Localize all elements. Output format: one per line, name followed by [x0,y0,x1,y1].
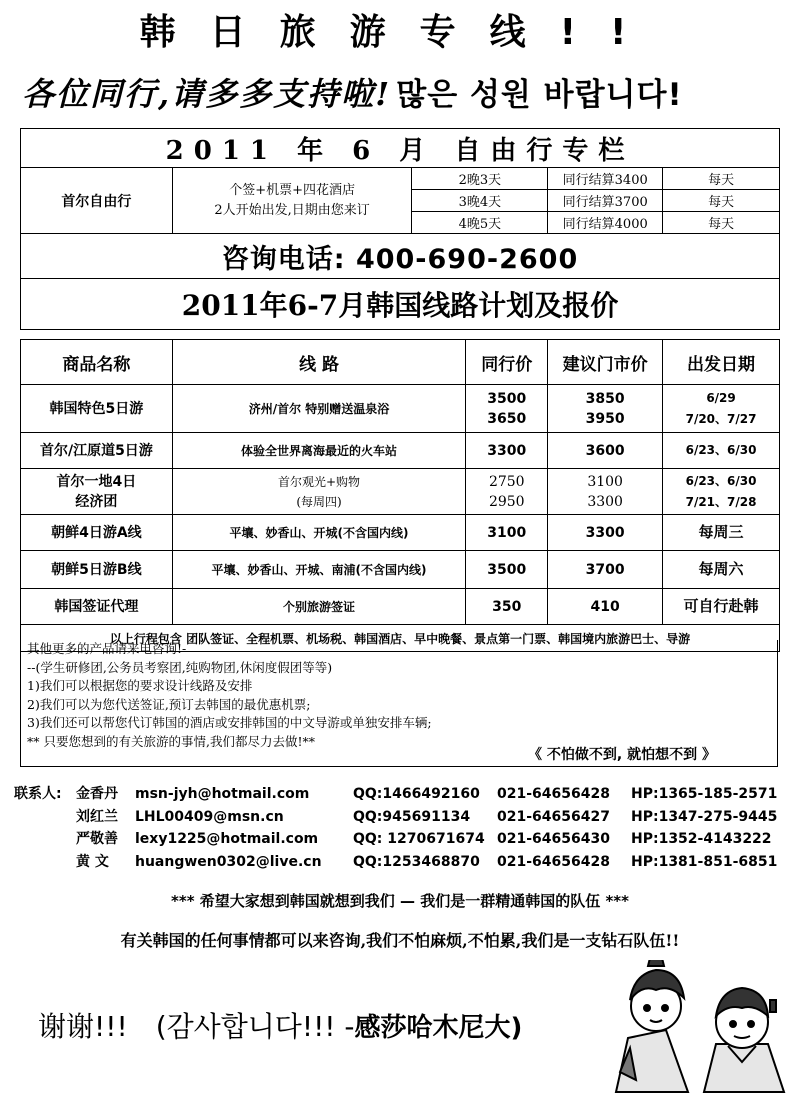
agent-price: 3300 [466,433,548,469]
contact-name: 黄 文 [76,853,109,870]
note-line: 2)我们可以为您代送签证,预订去韩国的最优惠机票; [27,696,311,712]
header-departure: 出发日期 [663,340,780,385]
frequency-cell: 每天 [663,212,780,234]
includes-note: 以上行程包含 团队签证、全程机票、机场税、韩国酒店、早中晚餐、景点第一门票、韩国境内旅游巴士、导游 [21,625,780,652]
package-line: 2人开始出发,日期由您来订 [214,202,370,218]
contact-email[interactable]: LHL00409@msn.cn [135,808,284,825]
slogan-korean: 많은 성원 바랍니다! [396,77,683,113]
retail-price: 410 [548,589,663,625]
header-agent-price: 同行价 [466,340,548,385]
departure-date: 每周六 [663,551,780,589]
footer-line-2: 有关韩国的任何事情都可以来咨询,我们不怕麻烦,不怕累,我们是一支钻石队伍!! [120,931,680,950]
contact-name: 刘红兰 [76,808,118,825]
page-title: 韩日旅游专线!! [139,12,661,53]
retail-price: 3700 [548,551,663,589]
motto: 《 不怕做不到, 就怕想不到 》 [528,746,716,763]
slogan [22,72,792,122]
contact-hp: HP:1365-185-2571 [631,786,778,802]
contact-qq: QQ:1253468870 [353,853,480,870]
contact-email[interactable]: msn-jyh@hotmail.com [135,786,310,802]
price-value: 3500 [487,390,527,407]
free-travel-header: 2011 年 6 月 自由行专栏 [21,129,780,168]
route-desc: 个别旅游签证 [172,589,466,625]
table-row [21,469,780,515]
frequency-cell: 每天 [663,168,780,190]
route-desc [172,469,466,515]
contacts-block [14,783,794,873]
retail-price: 3300 [548,515,663,551]
routes-title: 2011年6-7月韩国线路计划及报价 [21,279,780,330]
thanks-chinese: 谢谢!!! [38,1010,128,1043]
departure-date: 6/23、6/30 [663,433,780,469]
contact-qq: QQ:945691134 [353,808,471,825]
contact-hp: HP:1352-4143222 [631,831,772,847]
note-line: --(学生研修团,公务员考察团,纯购物团,休闲度假团等等) [27,659,333,675]
departure-date: 每周三 [663,515,780,551]
contact-qq: QQ:1466492160 [353,786,480,802]
thanks-signature: 感莎哈木尼大) [354,1013,523,1043]
price-value: 3100 [587,473,623,490]
route-name: 首尔/江原道5日游 [21,433,173,469]
contact-qq: QQ: 1270671674 [353,831,485,847]
contact-tel: 021-64656428 [497,786,610,802]
price-value: 3650 [487,410,527,427]
retail-price: 3600 [548,433,663,469]
duration-cell: 4晚5天 [412,212,548,234]
price-value: 2950 [488,493,525,510]
contact-email[interactable]: lexy1225@hotmail.com [135,831,319,847]
route-desc: 体验全世界离海最近的火车站 [172,433,466,469]
route-desc-line: (每周四) [296,494,342,509]
route-desc: 平壤、妙香山、开城、南浦(不含国内线) [172,551,466,589]
agent-price: 3100 [466,515,548,551]
contact-name: 金香丹 [76,786,118,802]
table-row [21,433,780,469]
agent-price: 3500 [466,551,548,589]
route-desc-line: 首尔观光+购物 [278,474,361,489]
note-line: 其他更多的产品请来电咨询!- [27,641,187,656]
price-cell: 同行结算3400 [548,168,663,190]
contact-row [14,783,794,806]
footer-line-1: *** 希望大家想到韩国就想到我们 — 我们是一群精通韩国的队伍 *** [171,892,629,910]
contact-hp: HP:1347-275-9445 [631,808,778,825]
route-desc: 平壤、妙香山、开城(不含国内线) [172,515,466,551]
slogan-chinese: 各位同行,请多多支持啦! [22,75,392,113]
agent-price: 350 [466,589,548,625]
contacts-label: 联系人: [14,786,62,802]
contact-row [14,828,794,851]
free-travel-package [172,168,412,234]
package-line: 个签+机票+四花酒店 [229,182,356,198]
free-travel-product: 首尔自由行 [21,168,173,234]
departure-date [663,385,780,433]
table-row [21,551,780,589]
departure-date [663,469,780,515]
header-retail-price: 建议门市价 [548,340,663,385]
routes-table [20,339,780,652]
thanks-korean: (감사합니다!!! - [155,1010,355,1043]
date-value: 7/21、7/28 [685,494,757,509]
contact-tel: 021-64656430 [497,831,610,847]
contact-row [14,851,794,874]
retail-price [548,385,663,433]
contact-email[interactable]: huangwen0302@live.cn [135,853,322,870]
mascot-girl [616,960,688,1092]
routes-header-row [21,340,780,385]
price-value: 3850 [585,390,625,407]
table-row [21,385,780,433]
route-name-line: 经济团 [75,493,118,510]
contact-hp: HP:1381-851-6851 [631,853,778,870]
contact-tel: 021-64656428 [497,853,610,870]
price-cell: 同行结算4000 [548,212,663,234]
table-row [21,589,780,625]
note-line: ** 只要您想到的有关旅游的事情,我们都尽力去做!** [27,733,315,749]
notes-box [20,640,778,767]
price-value: 2750 [488,473,525,490]
route-name: 朝鲜4日游A线 [21,515,173,551]
price-value: 3950 [585,410,625,427]
price-cell: 同行结算3700 [548,190,663,212]
route-name: 韩国签证代理 [21,589,173,625]
route-name-line: 首尔一地4日 [56,473,137,490]
frequency-cell: 每天 [663,190,780,212]
mascot-boy [704,988,784,1092]
header-route: 线 路 [172,340,466,385]
duration-cell: 2晚3天 [412,168,548,190]
route-name [21,469,173,515]
header-name: 商品名称 [21,340,173,385]
price-value: 3300 [587,493,623,510]
date-value: 6/23、6/30 [685,473,757,488]
table-row [21,515,780,551]
route-name: 朝鲜5日游B线 [21,551,173,589]
free-travel-table [20,128,780,330]
contact-row [14,806,794,829]
agent-price [466,385,548,433]
note-line: 3)我们还可以帮您代订韩国的酒店或安排韩国的中文导游或单独安排车辆; [27,715,432,730]
consult-phone: 咨询电话: 400-690-2600 [21,234,780,279]
route-name: 韩国特色5日游 [21,385,173,433]
date-value: 6/29 [706,390,736,405]
duration-cell: 3晚4天 [412,190,548,212]
contact-tel: 021-64656427 [497,808,610,825]
contact-name: 严敬善 [76,831,118,847]
departure-date: 可自行赴韩 [663,589,780,625]
agent-price [466,469,548,515]
note-line: 1)我们可以根据您的要求设计线路及安排 [27,678,253,693]
mascot-illustration [608,960,794,1094]
route-desc: 济州/首尔 特别赠送温泉浴 [172,385,466,433]
retail-price [548,469,663,515]
thanks-line [38,1005,522,1050]
date-value: 7/20、7/27 [685,411,757,426]
